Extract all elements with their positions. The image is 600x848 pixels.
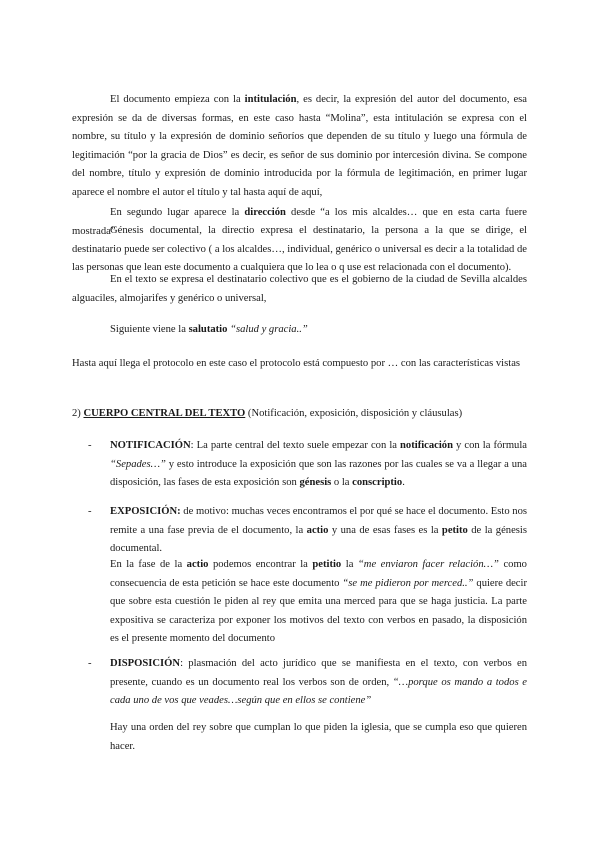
paragraph-genesis: Génesis documental, la directio expresa el destinatario, la persona a la que se dirige, el destinatario puede ser colectivo ( a los alcaldes…, individual, genérico o universal es decir a la totalidad de las personas que lean este documento a cualquiera que lo lea o q use est relacionada con el documento). <box>72 225 527 273</box>
paragraph-orden-rey: Hay una orden del rey sobre que cumplan lo que piden la iglesia, que se cumpla eso que quieren hacer. <box>110 722 527 752</box>
paragraph-salutatio: Siguiente viene la salutatio “salud y gracia..” <box>110 324 308 335</box>
list-bullet: - <box>88 440 92 451</box>
section-heading: 2) CUERPO CENTRAL DEL TEXTO (Notificación, exposición, disposición y cláusulas) <box>72 408 463 419</box>
paragraph-protocolo: Hasta aquí llega el protocolo en este caso el protocolo está compuesto por … con las características vistas <box>72 358 521 369</box>
list-item-exposicion-continued: En la fase de la actio podemos encontrar la petitio la “me enviaron facer relación…” como consecuencia de esta petición se hace este documento “se me pidieron por merced..” quiere decir que sobre esta cuestión le piden al rey que emita una merced para que se haga justicia. La parte expositiva se caracteriza por exponer los motivos del texto con verbos en pasado, la disposición es el presente momento del documento <box>110 559 527 644</box>
list-bullet: - <box>88 506 92 517</box>
paragraph-intitulacion: El documento empieza con la intitulación, es decir, la expresión del autor del documento, esa expresión se da de diversas formas, en este caso hasta “Molina”, esta intitulación se expresa con el nombre, su título y la expresión de dominio señoríos que dependen de su título y luego una fórmula de legitimación “por la gracia de Dios” es decir, es señor de sus dominio por intercesión divina. Se compone del nombre, título y expresión de dominio introducida por la fórmula de legitimación, en primer lugar aparece el nombre el autor el título y tal hasta aquí de aquí, <box>72 94 527 198</box>
list-item-exposicion: EXPOSICIÓN: de motivo: muchas veces encontramos el por qué se hace el documento. Esto nos remite a una fase previa de el documento, la actio y una de esas fases es la petito de la génesis documental. <box>110 506 527 554</box>
paragraph-direccion: En segundo lugar aparece la dirección desde “a los mis alcaldes… que en esta carta fuere mostrada” <box>72 207 527 237</box>
paragraph-destinatario: En el texto se expresa el destinatario colectivo que es el gobierno de la ciudad de Sevilla alcaldes alguaciles, almojarifes y genérico o universal, <box>72 274 527 304</box>
list-item-notificacion: NOTIFICACIÓN: La parte central del texto suele empezar con la notificación y con la fórmula “Sepades…” y esto introduce la exposición que son las razones por las cuales se va a llegar a una disposición, las fases de esta exposición son génesis o la conscriptio. <box>110 440 528 488</box>
list-item-disposicion: DISPOSICIÓN: plasmación del acto jurídico que se manifiesta en el texto, con verbos en presente, cuando es un documento real los verbos son de orden, “…porque os mando a todos e cada uno de vos que veades…según que en ellos se contiene” <box>110 658 528 706</box>
list-bullet: - <box>88 658 92 669</box>
